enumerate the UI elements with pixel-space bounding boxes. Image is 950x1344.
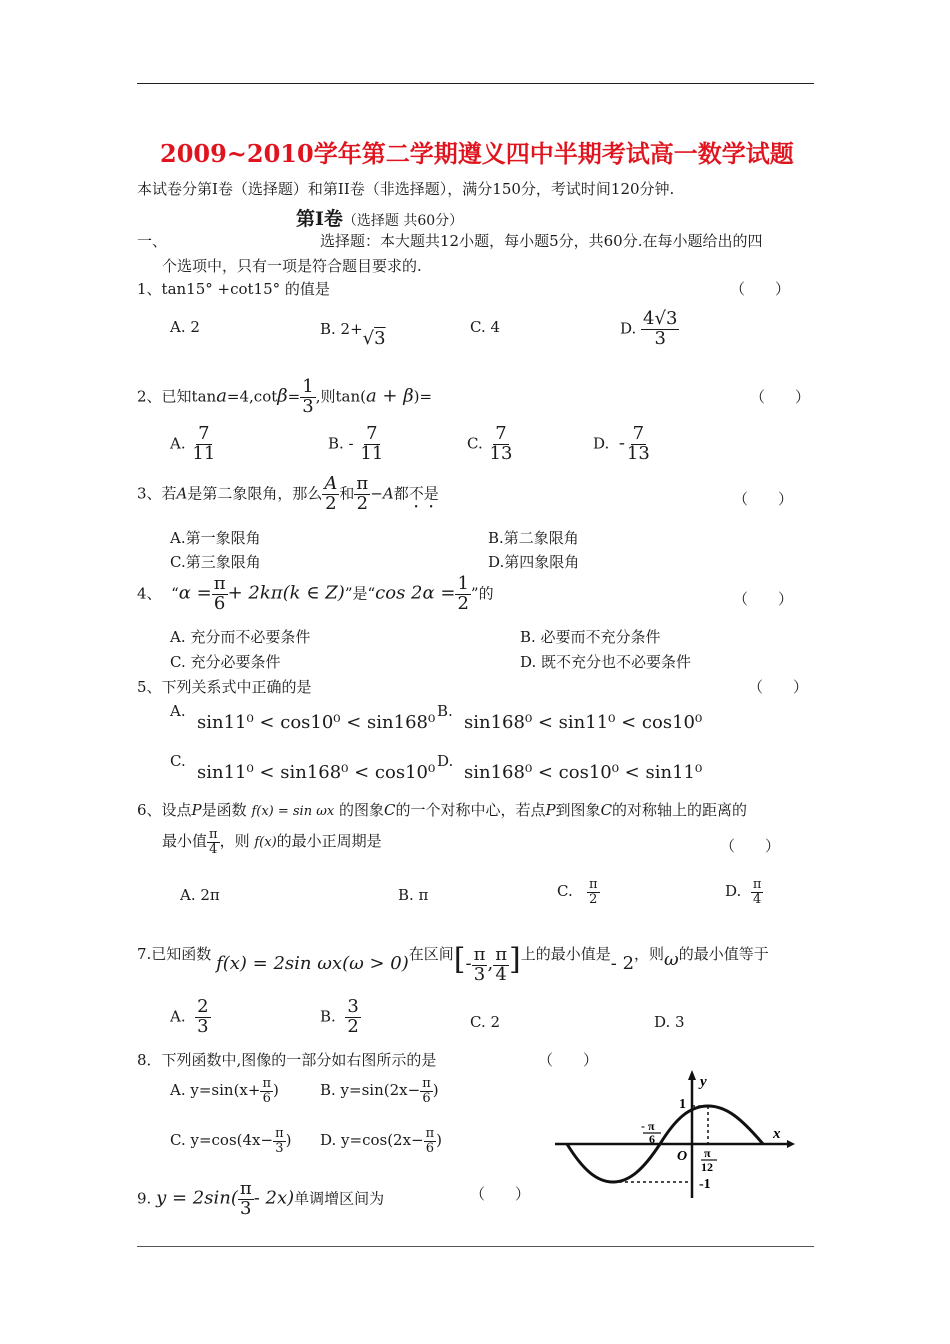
q2-text-d: a + β (365, 385, 414, 407)
q1-d-den: 3 (654, 327, 666, 349)
q2-stem (137, 378, 432, 417)
q5-stem: 5、下列关系式中正确的是 (137, 678, 312, 696)
q6-C: C (383, 801, 396, 819)
q2-b-frac (358, 425, 385, 464)
q7-omega: ω (664, 949, 679, 970)
graph-x-arrow (787, 1140, 795, 1148)
exam-intro: 本试卷分第Ⅰ卷（选择题）和第II卷（非选择题），满分150分，考试时间120分钟. (137, 180, 675, 198)
q8-a-den: 6 (262, 1090, 271, 1106)
q3-stem (137, 475, 439, 514)
q9-frac (238, 1180, 254, 1219)
q4-number: 4、 (137, 584, 162, 603)
q6-line-1 (137, 799, 747, 820)
q7-frac-1 (472, 943, 488, 985)
q3-text-e: 不是 (408, 484, 439, 503)
q2-d-sign: - (618, 432, 625, 454)
q8-d-pre: D. y=cos(2x− (320, 1131, 424, 1150)
q3-A: A (176, 484, 188, 503)
q8-b-num: π (422, 1076, 431, 1091)
q5-option-a: sin11⁰ < cos10⁰ < sin168⁰ (197, 712, 436, 733)
q4-alpha: α = (178, 582, 212, 604)
q8-d-post: ) (436, 1131, 443, 1150)
q3-paren: （ ） (733, 490, 794, 508)
exam-title: 2009~2010学年第二学期遵义四中半期考试高一数学试题 (160, 139, 794, 168)
q8-a-num: π (262, 1076, 271, 1091)
q6-c-num: π (589, 877, 598, 892)
q3-text-a: 3、若 (137, 484, 177, 503)
part-description-2: 个选项中，只有一项是符合题目要求的. (162, 257, 422, 275)
q7-a-label: A. (170, 1007, 186, 1026)
q4-f1-num: π (213, 573, 226, 594)
q9-fx: y = 2sin( (156, 1187, 238, 1209)
q7-text-a: 7.已知函数 (137, 945, 212, 963)
q6-text-e: 到图象 (555, 801, 601, 819)
q1-option-b-text: B. 2+ (320, 320, 363, 338)
q2-a-frac (190, 425, 217, 464)
q7-fx: f(x) = 2sin ωx(ω > 0) (216, 953, 409, 974)
q4-frac-1 (212, 575, 228, 614)
q2-frac (300, 378, 315, 417)
graph-minus-one-label: -1 (699, 1177, 711, 1192)
q2-text-e: )= (413, 387, 433, 406)
q3-f1-den: 2 (325, 492, 337, 514)
q1-sqrt: √3 (362, 328, 386, 349)
q6-f-den: 4 (209, 841, 218, 857)
q9-stem (137, 1180, 384, 1219)
q4-frac-2 (455, 575, 470, 614)
graph-y-arrow (688, 1070, 696, 1080)
q3-minus: − (370, 484, 383, 503)
q7-l2-num: π (495, 943, 508, 965)
q6-d-num: π (752, 877, 762, 892)
q8-c-post: ) (285, 1131, 292, 1150)
q2-c-frac (488, 425, 515, 464)
q8-option-a (170, 1077, 279, 1105)
q7-b-den: 2 (347, 1015, 359, 1037)
q2-b-label: B. - (328, 434, 354, 453)
q5-paren: （ ） (748, 678, 809, 696)
q6-text-g: 最小值 (162, 832, 208, 851)
q6-option-b: B. π (398, 886, 429, 904)
q5-option-d: sin168⁰ < cos10⁰ < sin11⁰ (464, 762, 703, 783)
q4-paren: （ ） (733, 590, 794, 608)
q5-d-label: D. (437, 752, 454, 770)
q6-f-num: π (209, 827, 218, 842)
q5-option-b: sin168⁰ < sin11⁰ < cos10⁰ (464, 712, 703, 733)
q8-paren: （ ） (538, 1051, 599, 1069)
q5-b-label: B. (437, 702, 453, 720)
q7-frac-2 (493, 943, 509, 985)
q6-text-a: 6、设点 (137, 801, 192, 819)
q4-option-a: A. 充分而不必要条件 (170, 628, 311, 646)
q8-option-c (170, 1127, 291, 1155)
q7-l1-den: 3 (473, 963, 486, 985)
q3-f2-den: 2 (356, 492, 369, 514)
q6-text-i: 的最小正周期是 (276, 832, 382, 851)
q4-option-b: B. 必要而不充分条件 (520, 628, 661, 646)
q7-b-label: B. (320, 1007, 336, 1026)
q8-a-post: ) (273, 1081, 279, 1100)
q2-eq: = (287, 387, 301, 406)
q2-frac-den: 3 (302, 395, 314, 417)
q3-option-a: A.第一象限角 (170, 529, 261, 547)
q8-b-den: 6 (422, 1090, 431, 1106)
q7-text-c: 上的最小值是 (520, 945, 611, 963)
q7-a-num: 2 (197, 996, 209, 1017)
q1-paren: （ ） (730, 280, 791, 298)
q2-c-num: 7 (495, 423, 507, 444)
q3-text-b: 是第二象限角，那么 (187, 484, 323, 503)
q7-text-d: ，则 (634, 945, 665, 963)
q1-option-a: A. 2 (170, 318, 200, 336)
q1-option-d (620, 310, 679, 349)
q8-c-num: π (275, 1126, 284, 1141)
q7-bracket-left: [ (453, 942, 466, 977)
q5-option-c: sin11⁰ < sin168⁰ < cos10⁰ (197, 762, 436, 783)
q6-fx2: f(x) (254, 835, 277, 851)
graph-left-den: 6 (649, 1132, 655, 1146)
q6-frac (207, 828, 220, 856)
bottom-rule (137, 1246, 814, 1247)
q2-d-label: D. (593, 434, 610, 453)
q7-option-d: D. 3 (654, 1013, 685, 1031)
section-title-sub: （选择题 共60分） (342, 213, 464, 229)
q6-text-f: 的对称轴上的距离的 (612, 801, 748, 819)
q6-d-frac (751, 878, 764, 906)
graph-x-label: x (773, 1126, 781, 1142)
q4-f2-num: 1 (457, 573, 469, 594)
q5-a-label: A. (170, 702, 186, 720)
q9-number: 9. (137, 1189, 152, 1208)
graph-one-label: 1 (679, 1097, 686, 1112)
q4-quote-1: “ (171, 584, 179, 603)
q3-frac-1 (322, 475, 339, 514)
q3-frac-2 (354, 475, 370, 514)
q2-c-den: 13 (489, 442, 513, 464)
q6-text-d: 的一个对称中心，若点 (395, 801, 546, 819)
q8-graph (555, 1070, 795, 1200)
q1-stem: 1、tan15° +cot15° 的值是 (137, 280, 330, 298)
q6-option-d (725, 878, 763, 906)
q2-a-num: 7 (198, 423, 210, 444)
q7-b-num: 3 (347, 996, 359, 1017)
q6-d-den: 4 (752, 891, 762, 907)
q2-beta: β (277, 385, 288, 407)
q4-f1-den: 6 (213, 592, 226, 614)
q7-text-e: 的最小值等于 (678, 945, 769, 963)
top-rule (137, 83, 814, 84)
q8-stem: 8．下列函数中,图像的一部分如右图所示的是 (137, 1051, 437, 1069)
q7-option-b (320, 998, 361, 1037)
q6-fx: f(x) = sin ωx (251, 804, 335, 819)
q6-c-den: 2 (589, 891, 598, 907)
q6-d-label: D. (725, 882, 742, 901)
q8-d-num: π (425, 1126, 435, 1141)
q3-A2: A (382, 484, 394, 503)
q2-alpha: a (216, 385, 227, 407)
q8-b-post: ) (432, 1081, 439, 1100)
q7-option-a (170, 998, 211, 1037)
q1-option-b (320, 318, 386, 349)
q8-option-d (320, 1127, 442, 1155)
q2-frac-num: 1 (302, 376, 314, 397)
q8-b-pre: B. y=sin(2x− (320, 1081, 421, 1100)
q8-b-frac (420, 1077, 433, 1105)
q1-sqrt-arg: 3 (374, 328, 386, 349)
q9-f-den: 3 (240, 1197, 252, 1219)
q6-text-c: 的图象 (338, 801, 384, 819)
q8-a-pre: A. y=sin(x+ (170, 1081, 261, 1100)
graph-right-den: 12 (701, 1160, 713, 1174)
q4-cos: cos 2α = (375, 582, 456, 604)
q7-comma: , (487, 953, 494, 974)
q9-fx2: - 2x) (253, 1187, 295, 1209)
q7-b-frac (345, 998, 360, 1037)
graph-origin-label: O (677, 1149, 688, 1164)
q9-f-num: π (239, 1178, 252, 1199)
q8-option-b (320, 1077, 439, 1105)
q3-f2-num: π (356, 473, 369, 494)
q7-l1-sign: - (465, 953, 472, 974)
q7-text-b: 在区间 (408, 945, 454, 963)
graph-y-label: y (700, 1074, 707, 1090)
q3-and: 和 (339, 484, 355, 503)
q8-c-frac (273, 1127, 286, 1155)
q9-text: 单调增区间为 (294, 1189, 385, 1208)
q1-option-d-label: D. (620, 319, 637, 338)
q4-f2-den: 2 (457, 592, 469, 614)
graph-right-num: π (704, 1146, 711, 1160)
q2-option-b (328, 425, 385, 464)
q6-option-a: A. 2π (180, 886, 220, 904)
q4-quote-2: ”是“ (344, 584, 376, 603)
q7-l1-num: π (473, 943, 486, 965)
q4-option-c: C. 充分必要条件 (170, 653, 281, 671)
q7-l2-den: 4 (495, 963, 507, 985)
q6-text-b: 是函数 (201, 801, 247, 819)
q2-text-c: ,则tan( (315, 387, 366, 406)
q1-option-d-frac (641, 310, 679, 349)
q2-a-den: 11 (192, 442, 216, 464)
q6-paren: （ ） (720, 837, 781, 855)
q6-P: P (191, 801, 202, 819)
q3-option-b: B.第二象限角 (488, 529, 579, 547)
q7-stem (137, 932, 769, 985)
q4-stem (137, 575, 494, 614)
q2-option-a (170, 425, 217, 464)
graph-left-num: - π (641, 1119, 655, 1133)
section-title (296, 204, 463, 231)
q3-f1-num: A (324, 473, 338, 494)
q2-d-den: 13 (626, 442, 650, 464)
q7-option-c: C. 2 (470, 1013, 501, 1031)
q3-option-d: D.第四象限角 (488, 553, 580, 571)
q6-line-2 (162, 828, 382, 856)
q6-text-h: ，则 (219, 832, 250, 851)
q6-C2: C (600, 801, 613, 819)
part-description: 选择题：本大题共12小题，每小题5分，共60分.在每小题给出的四 (320, 232, 763, 250)
q9-paren: （ ） (470, 1185, 531, 1203)
q1-d-num: 4√3 (643, 308, 678, 329)
q8-c-pre: C. y=cos(4x− (170, 1131, 274, 1150)
q8-d-frac (424, 1127, 437, 1155)
q6-c-frac (587, 878, 600, 906)
q2-d-num: 7 (632, 423, 645, 444)
q7-min: - 2 (610, 953, 635, 974)
q2-option-d (593, 425, 652, 464)
q2-b-num: 7 (366, 423, 378, 444)
q3-text-d: 都 (393, 484, 409, 503)
q2-option-c (467, 425, 514, 464)
q4-quote-3: ”的 (470, 584, 494, 603)
q7-a-frac (195, 998, 210, 1037)
q2-text-a: 已知tan (161, 387, 217, 406)
q4-option-d: D. 既不充分也不必要条件 (520, 653, 692, 671)
q6-c-label: C. (557, 882, 573, 901)
q2-d-frac (625, 425, 652, 464)
section-title-main: 第Ⅰ卷 (296, 208, 343, 230)
q2-c-label: C. (467, 434, 483, 453)
q8-c-den: 3 (275, 1140, 284, 1156)
q7-bracket-right: ] (509, 942, 521, 977)
q8-a-frac (260, 1077, 273, 1105)
q6-P2: P (545, 801, 556, 819)
q8-d-den: 6 (425, 1140, 435, 1156)
q6-option-c (557, 878, 600, 906)
q2-number: 2、 (137, 387, 162, 406)
part-number: 一、 (137, 232, 168, 250)
q7-a-den: 3 (197, 1015, 209, 1037)
q2-a-label: A. (170, 434, 186, 453)
q4-mid: + 2kπ(k ∈ Z) (227, 582, 345, 604)
q2-b-den: 11 (360, 442, 384, 464)
q2-paren: （ ） (750, 388, 811, 406)
q2-text-b: =4,cot (226, 387, 278, 406)
q1-option-c: C. 4 (470, 318, 501, 336)
q3-option-c: C.第三象限角 (170, 553, 261, 571)
q5-c-label: C. (170, 752, 186, 770)
